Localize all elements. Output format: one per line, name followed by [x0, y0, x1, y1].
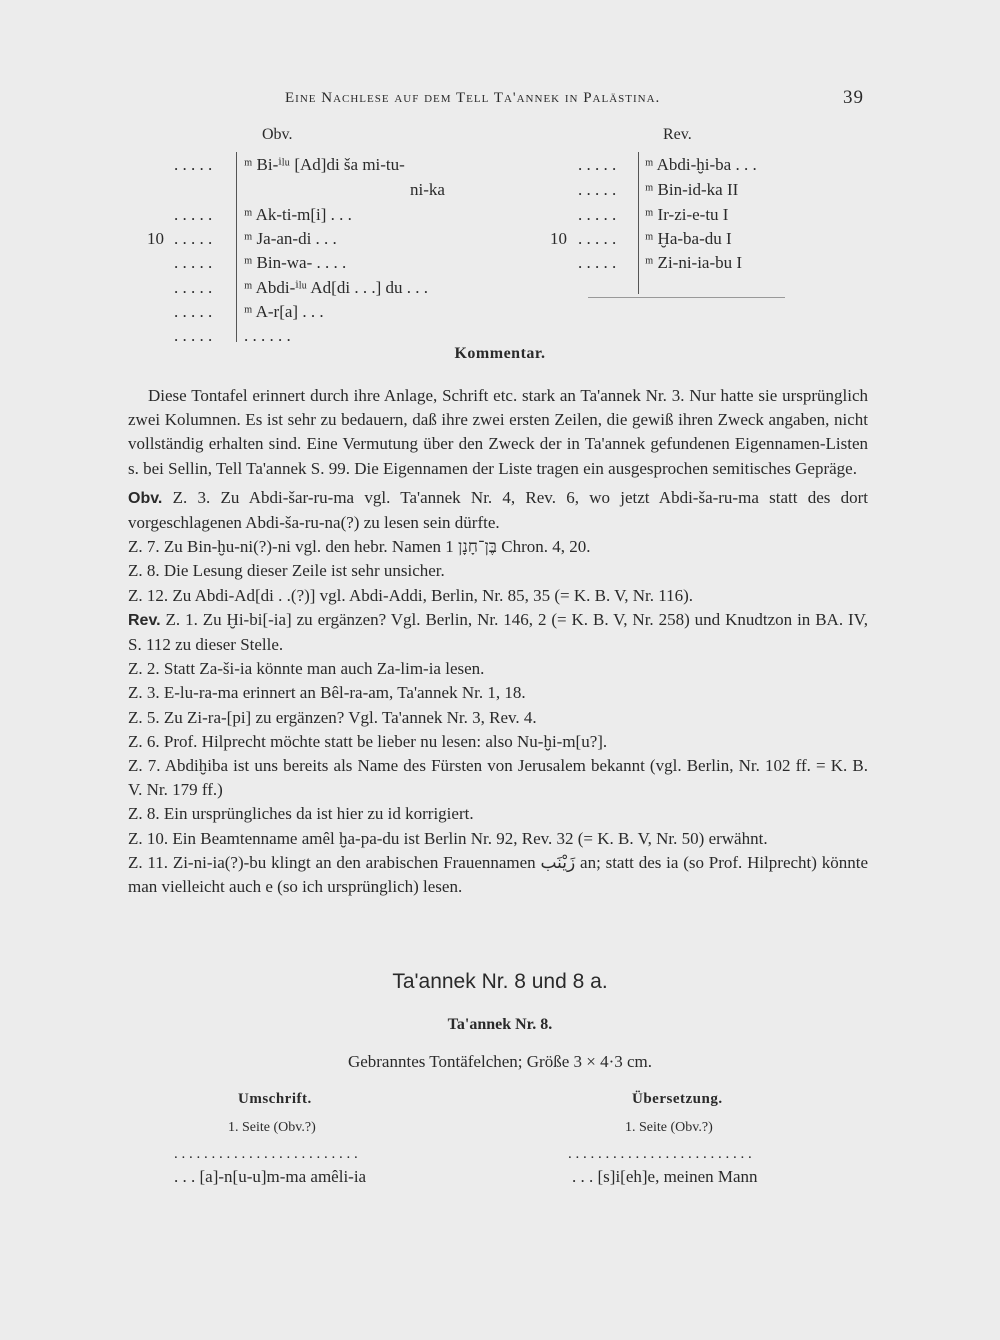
rev-dots-3: . . . . .	[578, 205, 617, 224]
obv-dots-7: . . . . .	[174, 326, 213, 345]
obv-dots-5: . . . . .	[174, 278, 213, 297]
rev-row-1: ᵐ Abdi-ḫi-ba . . .	[645, 155, 757, 174]
umschrift-dots: . . . . . . . . . . . . . . . . . . . . . . . . .	[174, 1146, 358, 1162]
rev-note-1: Z. 1. Zu Ḫi-bi[-ia] zu ergänzen? Vgl. Berlin, Nr. 146, 2 (= K. B. V, Nr. 258) und Knudtzon in BA. IV, S. 112 zu dieser Stelle.	[128, 609, 868, 655]
rev-row-4: ᵐ Ḫa-ba-du I	[645, 229, 732, 248]
header-title: Eine Nachlese auf dem Tell Ta'annek in Palästina.	[285, 90, 661, 106]
section-title: Ta'annek Nr. 8 und 8 a.	[392, 970, 608, 993]
rev-note-4: Z. 5. Zu Zi-ra-[pi] zu ergänzen? Vgl. Ta'annek Nr. 3, Rev. 4.	[128, 707, 537, 727]
kommentar-intro: Diese Tontafel erinnert durch ihre Anlage, Schrift etc. stark an Ta'annek Nr. 3. Nur hatte sie ursprünglich zwei Kolumnen. Es ist sehr zu bedauern, daß ihre zwei ersten Zeilen, die gewiß ihren Zweck angaben, nicht vollständig erhalten sind. Eine Vermutung über den Zweck der in Ta'annek gefundenen Eigennamen-Listen s. bei Sellin, Tell Ta'annek S. 99. Die Eigennamen der Liste tragen ein ausgesprochen semitisches Gepräge.	[128, 386, 868, 478]
obv-dots-6: . . . . .	[174, 302, 213, 321]
obv-row-6: ᵐ A-r[a] . . .	[244, 302, 324, 321]
rev-title: Rev.	[663, 126, 692, 143]
obv-note-3: Z. 8. Die Lesung dieser Zeile ist sehr unsicher.	[128, 561, 445, 581]
uebersetzung-heading: Übersetzung.	[632, 1091, 723, 1107]
obv-row-3: ᵐ Ja-an-di . . .	[244, 229, 337, 248]
rev-row-3: ᵐ Ir-zi-e-tu I	[645, 205, 729, 224]
rev-column-rule	[638, 152, 639, 294]
obv-dots-1: . . . . .	[174, 155, 213, 174]
obv-row-7: . . . . . .	[244, 326, 291, 345]
obv-column-rule	[236, 152, 237, 342]
obv-dots-4: . . . . .	[174, 253, 213, 272]
uebersetzung-line-1: . . . [s]i[eh]e, meinen Mann	[572, 1167, 758, 1186]
obv-title: Obv.	[262, 126, 293, 143]
obv-row-4: ᵐ Bin-wa- . . . .	[244, 253, 347, 272]
obv-row-1: ᵐ Bi-ⁱˡᵘ [Ad]di ša mi-tu-	[244, 155, 405, 174]
rev-label: Rev.	[128, 611, 161, 629]
obv-dots-2: . . . . .	[174, 205, 213, 224]
rev-row-5: ᵐ Zi-ni-ia-bu I	[645, 253, 743, 272]
rev-dots-1: . . . . .	[578, 155, 617, 174]
obv-row-1-cont: ni-ka	[410, 180, 445, 199]
rev-line-number: 10	[550, 229, 567, 248]
uebersetzung-side-label: 1. Seite (Obv.?)	[625, 1120, 713, 1135]
kommentar-body	[128, 384, 868, 899]
obv-note-1: Z. 3. Zu Abdi-šar-ru-ma vgl. Ta'annek Nr. 4, Rev. 6, wo jetzt Abdi-ša-ru-ma statt des dort vorgeschlagenen Abdi-ša-ru-na(?) zu lesen sein dürfte.	[128, 487, 868, 533]
tablet-description: Gebranntes Tontäfelchen; Größe 3 × 4·3 cm.	[347, 1052, 653, 1071]
obv-label: Obv.	[128, 489, 163, 507]
obv-note-2: Z. 7. Zu Bin-ḫu-ni(?)-ni vgl. den hebr. Namen בֶּן־חָנָן 1 Chron. 4, 20.	[128, 537, 591, 557]
rev-note-6: Z. 7. Abdiḫiba ist uns bereits als Name des Fürsten von Jerusalem bekannt (vgl. Berlin, Nr. 102 ff. = K. B. V. Nr. 179 ff.)	[128, 756, 868, 800]
rev-note-5: Z. 6. Prof. Hilprecht möchte statt be lieber nu lesen: also Nu-ḫi-m[u?].	[128, 731, 608, 751]
obv-note-4: Z. 12. Zu Abdi-Ad[di . .(?)] vgl. Abdi-Addi, Berlin, Nr. 85, 35 (= K. B. V, Nr. 116).	[128, 585, 694, 605]
obv-row-2: ᵐ Ak-ti-m[i] . . .	[244, 205, 352, 224]
rev-note-9: Z. 11. Zi-ni-ia(?)-bu klingt an den arabischen Frauennamen زَيْنَب an; statt des ia (so Prof. Hilprecht) könnte man vielleicht auch e (so ich ursprünglich) lesen.	[128, 852, 868, 897]
obv-line-number: 10	[147, 229, 164, 248]
rev-dots-2: . . . . .	[578, 180, 617, 199]
umschrift-side-label: 1. Seite (Obv.?)	[228, 1120, 316, 1135]
rev-note-2: Z. 2. Statt Za-ši-ia könnte man auch Za-lim-ia lesen.	[128, 659, 485, 679]
kommentar-heading: Kommentar.	[454, 345, 546, 362]
umschrift-heading: Umschrift.	[238, 1091, 312, 1107]
rev-bottom-rule	[588, 297, 785, 298]
rev-note-7: Z. 8. Ein ursprüngliches da ist hier zu id korrigiert.	[128, 804, 474, 824]
obv-row-5: ᵐ Abdi-ⁱˡᵘ Ad[di . . .] du . . .	[244, 278, 428, 297]
rev-dots-5: . . . . .	[578, 253, 617, 272]
umschrift-line-1: . . . [a]-n[u-u]m-ma amêli-ia	[174, 1167, 367, 1186]
rev-dots-4: . . . . .	[578, 229, 617, 248]
page-number: 39	[843, 87, 864, 108]
rev-row-2: ᵐ Bin-id-ka II	[645, 180, 739, 199]
rev-note-3: Z. 3. E-lu-ra-ma erinnert an Bêl-ra-am, Ta'annek Nr. 1, 18.	[128, 683, 526, 703]
section-subtitle: Ta'annek Nr. 8.	[447, 1016, 553, 1033]
obv-dots-3: . . . . .	[174, 229, 213, 248]
rev-note-8: Z. 10. Ein Beamtenname amêl ḫa-pa-du ist Berlin Nr. 92, Rev. 32 (= K. B. V, Nr. 50) erwähnt.	[128, 828, 768, 848]
uebersetzung-dots: . . . . . . . . . . . . . . . . . . . . . . . . .	[568, 1146, 752, 1162]
